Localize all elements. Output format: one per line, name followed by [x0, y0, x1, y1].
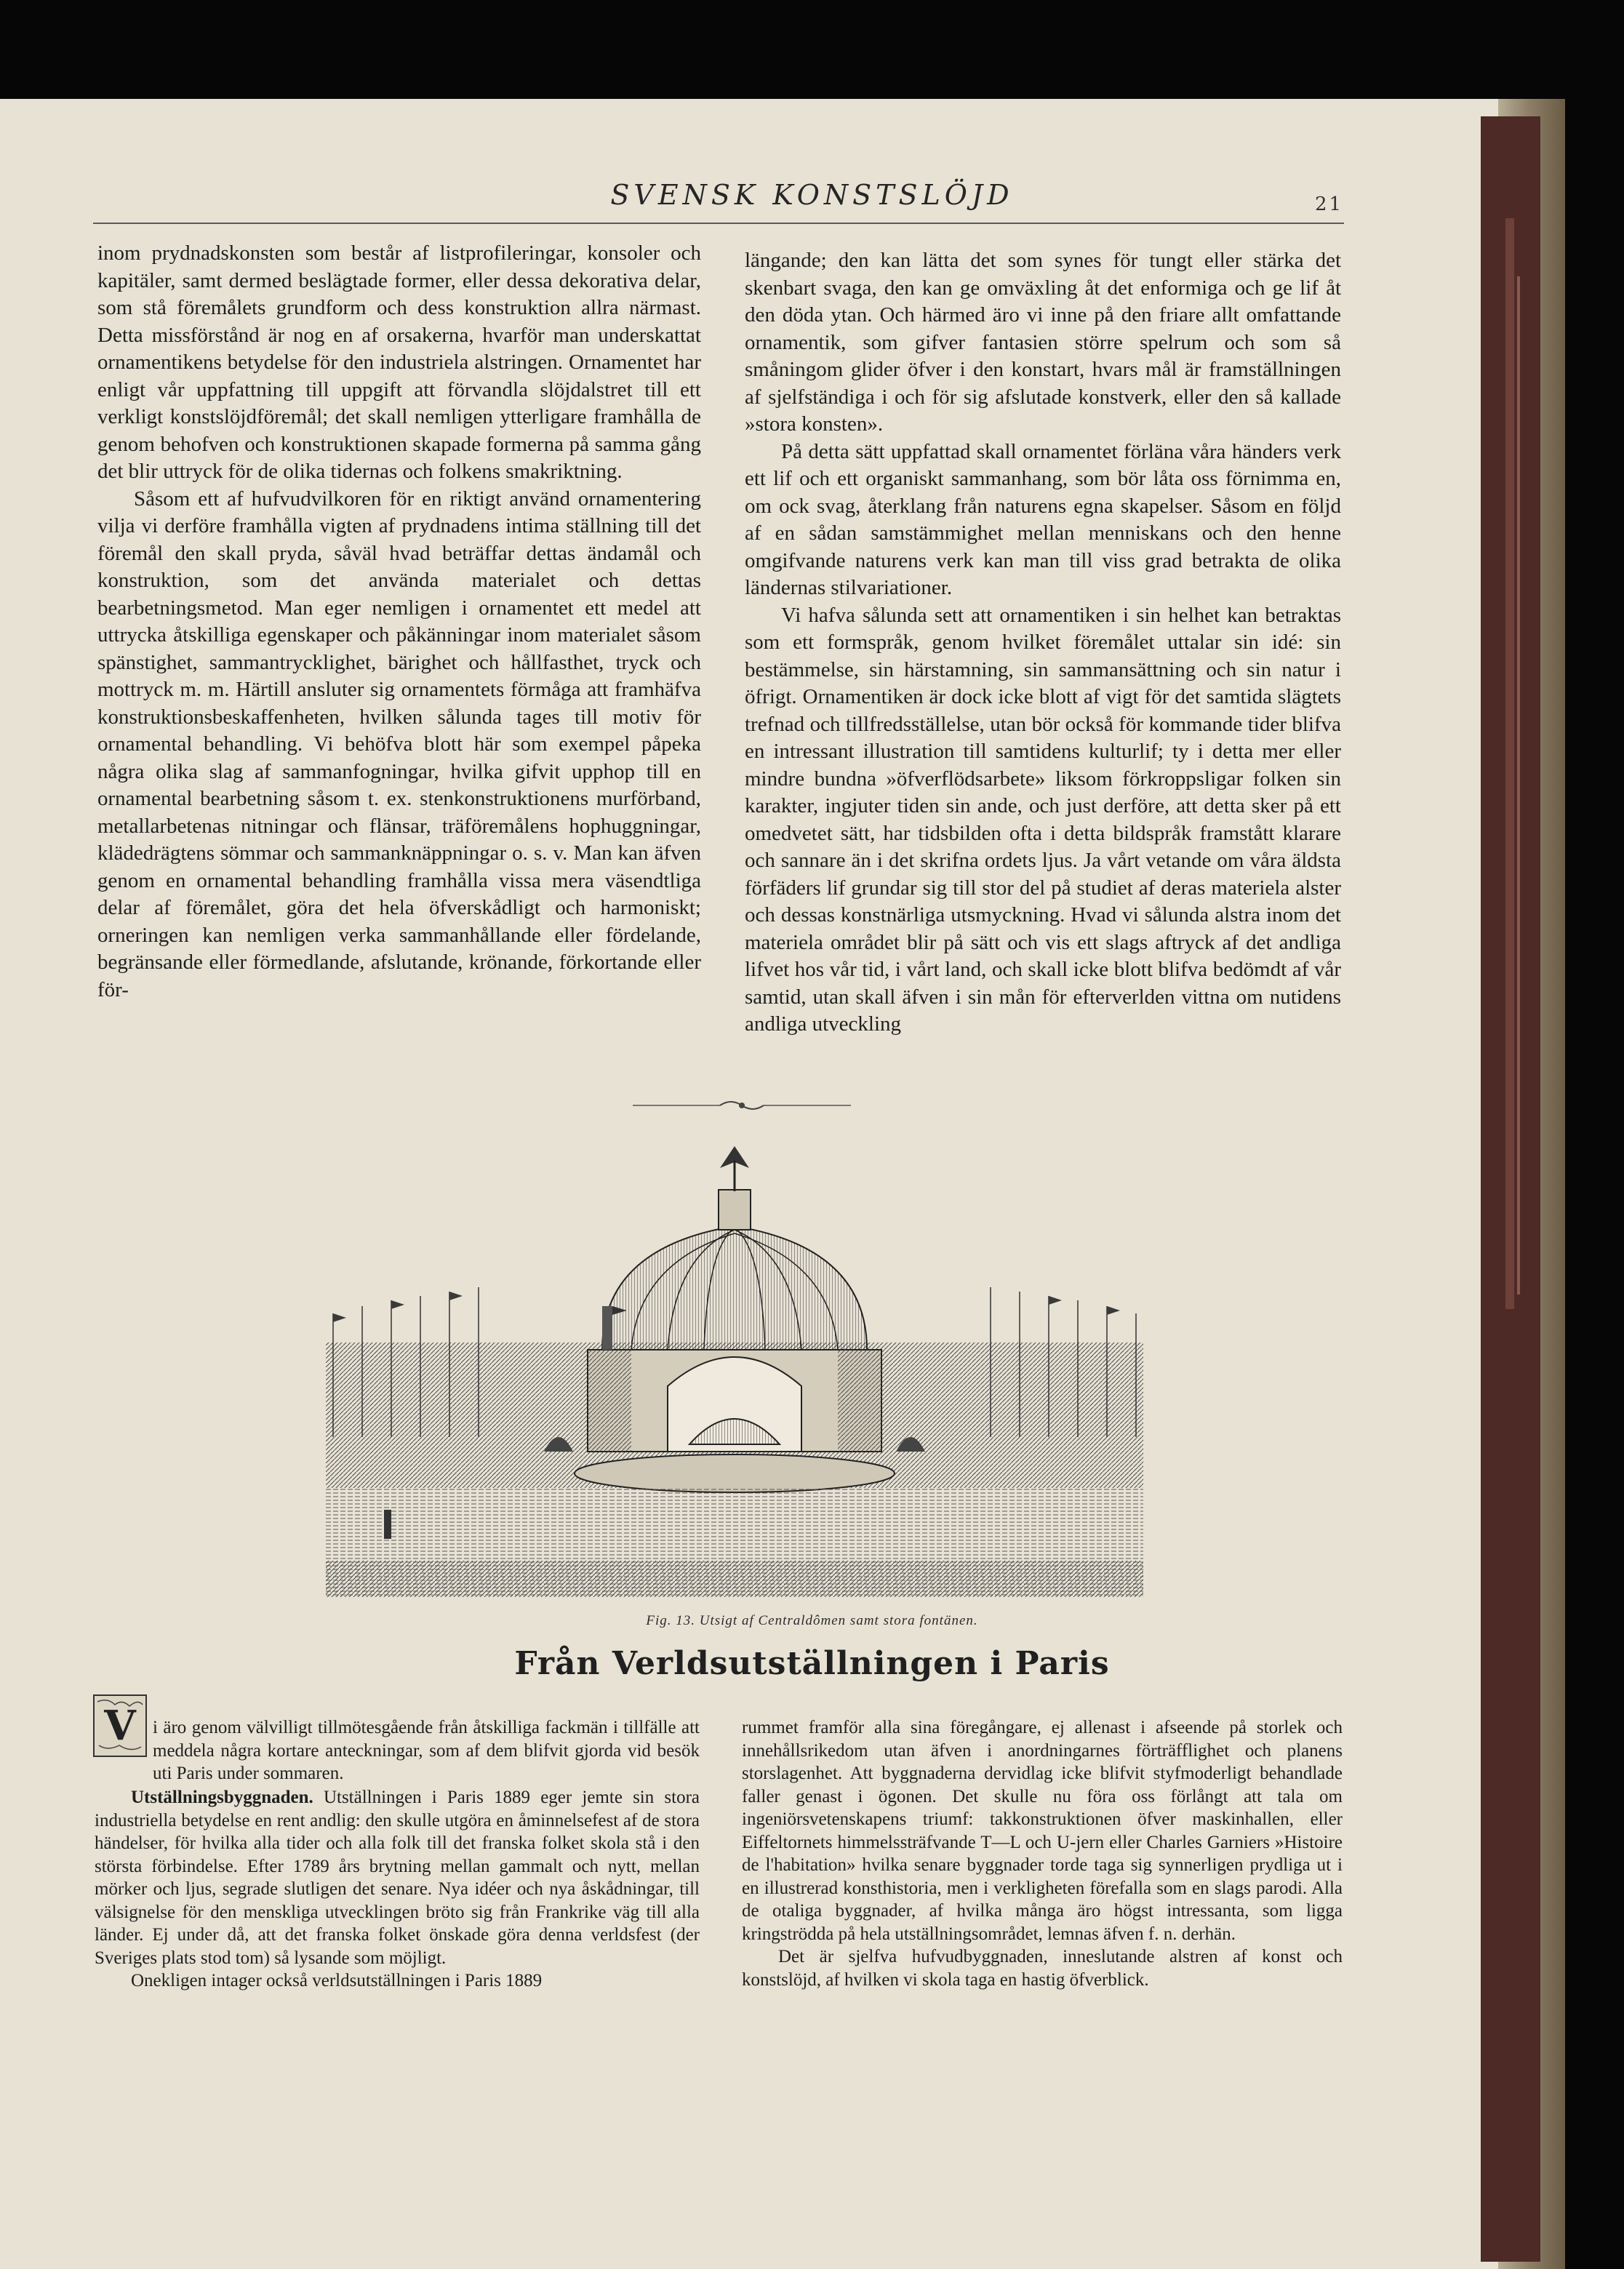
dropcap-letter: V [104, 1702, 136, 1750]
section-title: Från Verldsutställningen i Paris [514, 1645, 1110, 1682]
paragraph: Det är sjelfva hufvudbyggnaden, inneslutande alstren af konst och konstslöjd, af hvilken vi skola taga en hastig öfverblick. [742, 1947, 1343, 1990]
paragraph-body: Utställningen i Paris 1889 eger jemte sin stora industriella betydelse en rent andlig: den skulle utgöra en åminnelsefest af de stora händelser, för hvilka alla tider och alla folk till det franska folket skola stå i den största förbindelse. Efter 1789 års brytning mellan gammalt och nytt, mellan mörker och ljus, segrade slutligen det senare. Nya idéer och nya åskådningar, till välsignelse för den menskliga utvecklingen bröto sig från Frankrike väg till alla länder. Ej under då, att det franska folket önskade göra denna verldsfest (der Sveriges plats stod tom) så lysande som möjligt. [95, 1788, 700, 1968]
figure-caption: Fig. 13. Utsigt af Centraldômen samt stora fontänen. [646, 1613, 978, 1628]
page-number: 21 [1315, 193, 1344, 215]
column-lower-left [95, 1786, 700, 1993]
running-head: SVENSK KONSTSLÖJD [610, 179, 1014, 211]
exposition-dome-illustration [326, 1132, 1143, 1597]
paragraph: rummet framför alla sina föregångare, ej allenast i afseende på storlek och innehållsrikedom utan äfven i anordningarnes förträfflighet och planens storslagenhet. Att byggnaderna dervidlag icke blifvit styfmoderligt behandlade faller genast i ögonen. Det skulle nu föra oss förlångt att tala om ingeniörsvetenskapens triumf: takkonstruktionen öfver maskinhallen, eller Eiffeltornets himmelssträfvande T—L och U-jern eller Charles Garniers »Histoire de l'habitation» hvilka senare byggnader torde taga sig synnerligen prydliga ut i en illustrerad konsthistoria, men i verkligheten förefalla som en slags parodi. Alla de otaliga byggnader, af hvilka många äro högst intressanta, som ligga kringströdda på hela utställningsområdet, lemnas äfven f. n. derhän. [742, 1718, 1343, 1944]
spine-band [1505, 218, 1514, 1309]
paragraph: Onekligen intager också verldsutställningen i Paris 1889 [131, 1971, 543, 1990]
header-rule [93, 223, 1344, 224]
paragraph: På detta sätt uppfattad skall ornamentet förläna våra händers verk ett lif och ett organiskt sammanhang, som bör låta oss förnimma en, om ock svag, återklang från naturens egna skapelser. Såsom en följd af en sådan samstämmighet mellan menniskans och den henne omgifvande naturens verk kan man till viss grad betrakta de olika ländernas stilvariationer. [745, 439, 1341, 599]
subheading: Utställningsbyggnaden. [131, 1788, 313, 1807]
column-right [745, 247, 1341, 1039]
column-left [97, 240, 701, 1004]
decorative-initial [93, 1694, 147, 1757]
paragraph: längande; den kan lätta det som synes för tungt eller stärka det skenbart svaga, den kan ge omväxling åt det enformiga och ge lif åt den döda ytan. Och härmed äro vi inne på den friare allt omfattande ornamentik, som gifver fantasien större spelrum och som så småningom glider öfver i den konstart, hvars mål är framställningen af sjelfständiga i och för sig afslutade konstverk, eller den så kallade »stora konsten». [745, 249, 1341, 436]
paragraph: inom prydnadskonsten som består af listprofileringar, konsoler och kapitäler, samt dermed beslägtade former, eller dessa dekorativa delar, som stå föremålets grundform och dess konstruktion allra närmast. Detta missförstånd är nog en af orsakerna, hvarför man underskattat ornamentikens betydelse för den industriela alstringen. Ornamentet har enligt vår uppfattning till uppgift att förvandla slöjdalstret till ett verkligt konstslöjdföremål; det skall nemligen ytterligare framhålla de genom behofven och konstruktionen skapade formerna på samma gång det blir uttryck för de olika tidernas och folkens smakriktning. [97, 241, 701, 483]
column-lower-right [742, 1716, 1343, 1991]
paragraph: Såsom ett af hufvudvilkoren för en riktigt använd ornamentering vilja vi derföre framhålla vigten af prydnadens intima ställning till det föremål den skall pryda, såväl hvad beträffar dettas ändamål och konstruktion, som det använda materialet och dettas bearbetningsmetod. Man eger nemligen i ornamentet ett medel att uttrycka åtskilliga egenskaper och påkänningar inom materialet såsom spänstighet, sammantrycklighet, bärighet och hållfasthet, tryck och mottryck m. m. Härtill ansluter sig ornamentets förmåga att framhäfva konstruktionsbeskaffenheten, hvilken sålunda tages till motiv för ornamental behandling. Vi behöfva blott här som exempel påpeka några olika slag af sammanfogningar, hvilka gifvit upphop till en ornamental bearbetning såsom t. ex. stenkonstruktionens murförband, metallarbetenas nitningar och flänsar, träföremålens hophuggningar, klädedrägtens sömmar och sammanknäppningar o. s. v. Man kan äfven genom en ornamental behandling framhålla vissa mera väsendtliga delar af föremålet, göra det hela öfverskådligt och harmoniskt; orneringen kan nemligen verka sammanhållande eller fördelande, begränsande eller förmedlande, afslutande, krönande, förkortande eller för- [97, 487, 701, 1001]
spine-band-thin [1517, 276, 1520, 1294]
ornament-divider [625, 1097, 858, 1114]
intro-text: i äro genom välvilligt tillmötesgående från åtskilliga fackmän i tillfälle att meddela några kortare anteckningar, som af dem blifvit gjorda vid besök uti Paris under sommaren. [153, 1718, 700, 1783]
paragraph [95, 1786, 700, 1969]
paragraph: Vi hafva sålunda sett att ornamentiken i sin helhet kan betraktas som ett formspråk, genom hvilket föremålet uttalar sin idé: sin bestämmelse, sin härstamning, sin sammansättning och sin natur i öfrigt. Ornamentiken är dock icke blott af vigt för det samtida slägtets trefnad och tillfredsställelse, utan bör också för kommande tider blifva en intressant illustration till samtidens kulturlif; ty i detta mer eller mindre bundna »öfverflödsarbete» liksom förkroppsligar folken sin karakter, ingjuter tiden sin ande, och just derföre, att detta sker på ett omedvetet sätt, har tidsbilden ofta i detta bildspråk framstått klarare och sannare än i det skrifna ordets ljus. Ja vårt vetande om våra äldsta förfäders lif grundar sig till stor del på studiet af deras materiela alster och dessas konstnärliga utsmyckning. Hvad vi sålunda alstra inom det materiela området blir på sätt och vis ett slags aftryck af det andliga lifvet hos vår tid, i vårt land, och skall icke blott blifva bedömdt af vår samtid, utan skall äfven i sin mån för efterverlden vittna om nutidens andliga utveckling [745, 603, 1341, 1036]
intro-paragraph [153, 1716, 700, 1785]
